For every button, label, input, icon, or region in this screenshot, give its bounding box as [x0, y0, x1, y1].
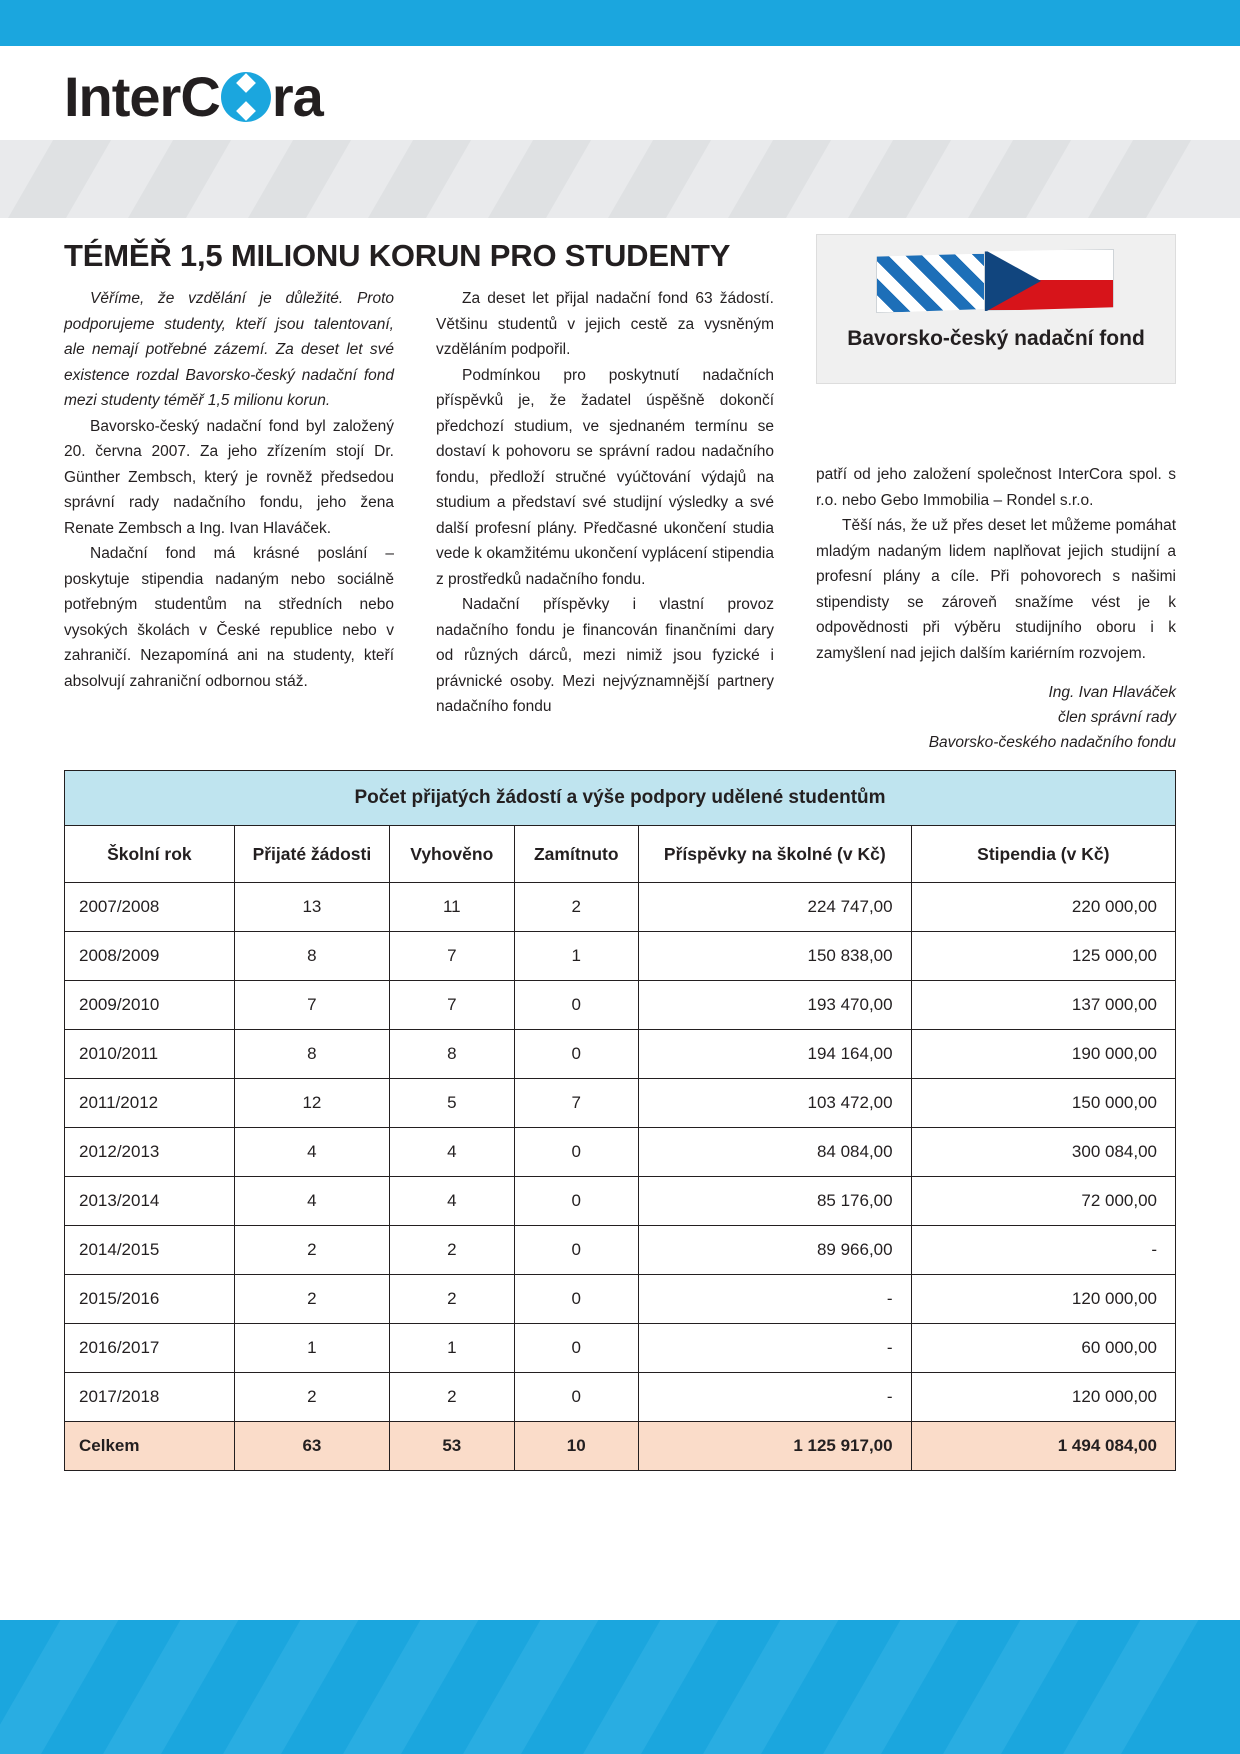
- cell-year: 2009/2010: [65, 981, 235, 1030]
- table-row: [65, 1226, 1176, 1275]
- cell-rejected: 0: [514, 1226, 638, 1275]
- cell-year: 2011/2012: [65, 1079, 235, 1128]
- cell-scholarships: -: [911, 1226, 1175, 1275]
- table-row: [65, 883, 1176, 932]
- cell-received: 8: [234, 932, 389, 981]
- article-c2-p1: Za deset let přijal nadační fond 63 žádostí. Většinu studentů v jejich cestě za vysněným vzděláním podpořil.: [436, 290, 774, 358]
- cell-fees: 194 164,00: [639, 1030, 912, 1079]
- article-c3-p1: patří od jeho založení společnost InterCora spol. s r.o. nebo Gebo Immobilia – Rondel s.r.o.: [816, 466, 1176, 509]
- cell-fees: 84 084,00: [639, 1128, 912, 1177]
- signature-org: Bavorsko-českého nadačního fondu: [928, 734, 1176, 751]
- cell-rejected: 1: [514, 932, 638, 981]
- cell-rejected: 0: [514, 1275, 638, 1324]
- cell-year: 2016/2017: [65, 1324, 235, 1373]
- table-row: [65, 932, 1176, 981]
- decorative-grey-band: [0, 140, 1240, 218]
- band-stripe: [0, 140, 128, 218]
- cell-received: 1: [234, 1324, 389, 1373]
- cell-year: 2008/2009: [65, 932, 235, 981]
- cell-received: 7: [234, 981, 389, 1030]
- cell-fees: -: [639, 1373, 912, 1422]
- band-stripe: [562, 1620, 735, 1754]
- cell-fees: 193 470,00: [639, 981, 912, 1030]
- cell-fees: 89 966,00: [639, 1226, 912, 1275]
- table-row: [65, 1275, 1176, 1324]
- cell-fees: 224 747,00: [639, 883, 912, 932]
- cell-received: 12: [234, 1079, 389, 1128]
- band-stripe: [230, 140, 369, 218]
- cell-total-fees: 1 125 917,00: [639, 1422, 912, 1471]
- cell-scholarships: 300 084,00: [911, 1128, 1175, 1177]
- table-total-row: [65, 1422, 1176, 1471]
- top-accent-bar: [0, 0, 1240, 46]
- cell-scholarships: 120 000,00: [911, 1373, 1175, 1422]
- cell-approved: 7: [390, 981, 514, 1030]
- intercora-logo: [64, 64, 323, 129]
- cell-year: 2015/2016: [65, 1275, 235, 1324]
- band-stripe: [922, 1620, 1095, 1754]
- cell-rejected: 0: [514, 1373, 638, 1422]
- article-column-1: [64, 286, 394, 694]
- cell-rejected: 0: [514, 1177, 638, 1226]
- cell-year: 2007/2008: [65, 883, 235, 932]
- logo-text-ra: ra: [271, 65, 323, 128]
- column-header-fees: Příspěvky na školné (v Kč): [639, 826, 912, 883]
- cell-approved: 8: [390, 1030, 514, 1079]
- cell-fees: -: [639, 1324, 912, 1373]
- cell-rejected: 0: [514, 981, 638, 1030]
- cell-approved: 1: [390, 1324, 514, 1373]
- cell-received: 2: [234, 1373, 389, 1422]
- cell-year: 2010/2011: [65, 1030, 235, 1079]
- band-stripe: [322, 1620, 495, 1754]
- cell-scholarships: 120 000,00: [911, 1275, 1175, 1324]
- column-header-scholarships: Stipendia (v Kč): [911, 826, 1175, 883]
- table-row: [65, 981, 1176, 1030]
- cell-scholarships: 125 000,00: [911, 932, 1175, 981]
- table-body: [65, 883, 1176, 1471]
- cell-total-label: Celkem: [65, 1422, 235, 1471]
- cell-rejected: 2: [514, 883, 638, 932]
- cell-approved: 2: [390, 1373, 514, 1422]
- cell-rejected: 0: [514, 1030, 638, 1079]
- table-row: [65, 1128, 1176, 1177]
- cell-fees: 85 176,00: [639, 1177, 912, 1226]
- article-c3-p2: Těší nás, že už přes deset let můžeme pomáhat mladým nadaným lidem naplňovat jejich studijní a profesní plány a cíle. Při pohovorech s našimi stipendisty se zároveň snažíme vést je k odpovědnosti při výběru studijního oboru i k zamyšlení nad jejich dalším kariérním rozvojem.: [816, 517, 1176, 662]
- cell-received: 8: [234, 1030, 389, 1079]
- signature-name: Ing. Ivan Hlaváček: [1048, 684, 1176, 701]
- column-header-approved: Vyhověno: [390, 826, 514, 883]
- logo-diamond-o-icon: [221, 72, 271, 122]
- table-title: Počet přijatých žádostí a výše podpory udělené studentům: [65, 771, 1176, 826]
- czech-flag-icon: [984, 249, 1114, 311]
- band-stripe: [830, 140, 969, 218]
- cell-total-scholarships: 1 494 084,00: [911, 1422, 1175, 1471]
- column-header-received: Přijaté žádosti: [234, 826, 389, 883]
- cell-received: 4: [234, 1177, 389, 1226]
- cell-scholarships: 220 000,00: [911, 883, 1175, 932]
- cell-received: 2: [234, 1275, 389, 1324]
- fund-logo-caption: Bavorsko-český nadační fond: [847, 327, 1145, 350]
- table-row: [65, 1373, 1176, 1422]
- cell-year: 2012/2013: [65, 1128, 235, 1177]
- cell-fees: 150 838,00: [639, 932, 912, 981]
- cell-received: 4: [234, 1128, 389, 1177]
- table-row: [65, 1324, 1176, 1373]
- statistics-table: [64, 770, 1176, 1471]
- cell-approved: 5: [390, 1079, 514, 1128]
- band-stripe: [110, 140, 249, 218]
- table-header-row: [65, 826, 1176, 883]
- cell-approved: 11: [390, 883, 514, 932]
- cell-received: 13: [234, 883, 389, 932]
- band-stripe: [442, 1620, 615, 1754]
- cell-approved: 2: [390, 1226, 514, 1275]
- band-stripe: [682, 1620, 855, 1754]
- cell-year: 2014/2015: [65, 1226, 235, 1275]
- article-c2-p3: Nadační příspěvky i vlastní provoz nadačního fondu je financován finančními dary od různých dárců, mezi nimiž jsou fyzické i právnické osoby. Mezi nejvýznamnější partnery nadačního fondu: [436, 596, 774, 715]
- cell-approved: 7: [390, 932, 514, 981]
- cell-scholarships: 150 000,00: [911, 1079, 1175, 1128]
- cell-rejected: 7: [514, 1079, 638, 1128]
- logo-text-c: C: [180, 65, 220, 128]
- cell-approved: 4: [390, 1128, 514, 1177]
- signature-role: člen správní rady: [1057, 709, 1176, 726]
- table-row: [65, 1030, 1176, 1079]
- cell-fees: -: [639, 1275, 912, 1324]
- article-column-2: [436, 286, 774, 720]
- band-stripe: [202, 1620, 375, 1754]
- cell-scholarships: 137 000,00: [911, 981, 1175, 1030]
- cell-total-rejected: 10: [514, 1422, 638, 1471]
- band-stripe: [470, 140, 609, 218]
- page-title: TÉMĚŘ 1,5 MILIONU KORUN PRO STUDENTY: [64, 238, 731, 273]
- band-stripe: [1070, 140, 1209, 218]
- table-row: [65, 1177, 1176, 1226]
- cell-scholarships: 60 000,00: [911, 1324, 1175, 1373]
- article-signature: [816, 680, 1176, 755]
- band-stripe: [350, 140, 489, 218]
- cell-year: 2017/2018: [65, 1373, 235, 1422]
- band-stripe: [950, 140, 1089, 218]
- statistics-table-wrap: [64, 770, 1176, 1471]
- cell-received: 2: [234, 1226, 389, 1275]
- logo-text-inter: Inter: [64, 65, 181, 128]
- table-row: [65, 1079, 1176, 1128]
- band-stripe: [82, 1620, 255, 1754]
- article-c1-p2: Nadační fond má krásné poslání – poskytuje stipendia nadaným nebo sociálně potřebným studentům na středních nebo vysokých školách v České republice nebo v zahraničí. Nezapomíná ani na studenty, kteří absolvují zahraniční odbornou stáž.: [64, 545, 394, 690]
- cell-rejected: 0: [514, 1324, 638, 1373]
- article-c2-p2: Podmínkou pro poskytnutí nadačních příspěvků je, že žadatel úspěšně dokončí předchozí studium, ve sjednaném termínu se dostaví k pohovoru se správní radou nadačního fondu, předloží stručné vyúčtování výdajů na studium a představí své studijní výsledky a své další profesní plány. Předčasné ukončení studia vede k okamžitému ukončení vyplácení stipendia z prostředků nadačního fondu.: [436, 366, 774, 588]
- band-stripe: [590, 140, 729, 218]
- cell-fees: 103 472,00: [639, 1079, 912, 1128]
- fund-logo-box: [816, 234, 1176, 384]
- cell-total-approved: 53: [390, 1422, 514, 1471]
- article-column-3: [816, 462, 1176, 755]
- cell-year: 2013/2014: [65, 1177, 235, 1226]
- cell-rejected: 0: [514, 1128, 638, 1177]
- article-lead: Věříme, že vzdělání je důležité. Proto podporujeme studenty, kteří jsou talentovaní, ale nemají potřebné zázemí. Za deset let své existence rozdal Bavorsko-český nadační fond mezi studenty téměř 1,5 milionu korun.: [64, 290, 394, 409]
- cell-approved: 2: [390, 1275, 514, 1324]
- band-stripe: [710, 140, 849, 218]
- cell-scholarships: 190 000,00: [911, 1030, 1175, 1079]
- band-stripe: [1042, 1620, 1215, 1754]
- article-c1-p1: Bavorsko-český nadační fond byl založený 20. června 2007. Za jeho zřízením stojí Dr. Günther Zembsch, který je rovněž předsedou správní rady nadačního fondu, jeho žena Renate Zembsch a Ing. Ivan Hlaváček.: [64, 417, 394, 537]
- column-header-year: Školní rok: [65, 826, 235, 883]
- logo-band: [0, 46, 1240, 140]
- cell-total-received: 63: [234, 1422, 389, 1471]
- band-stripe: [802, 1620, 975, 1754]
- column-header-rejected: Zamítnuto: [514, 826, 638, 883]
- bottom-accent-band: [0, 1620, 1240, 1754]
- fund-flags: [876, 249, 1116, 317]
- cell-approved: 4: [390, 1177, 514, 1226]
- cell-scholarships: 72 000,00: [911, 1177, 1175, 1226]
